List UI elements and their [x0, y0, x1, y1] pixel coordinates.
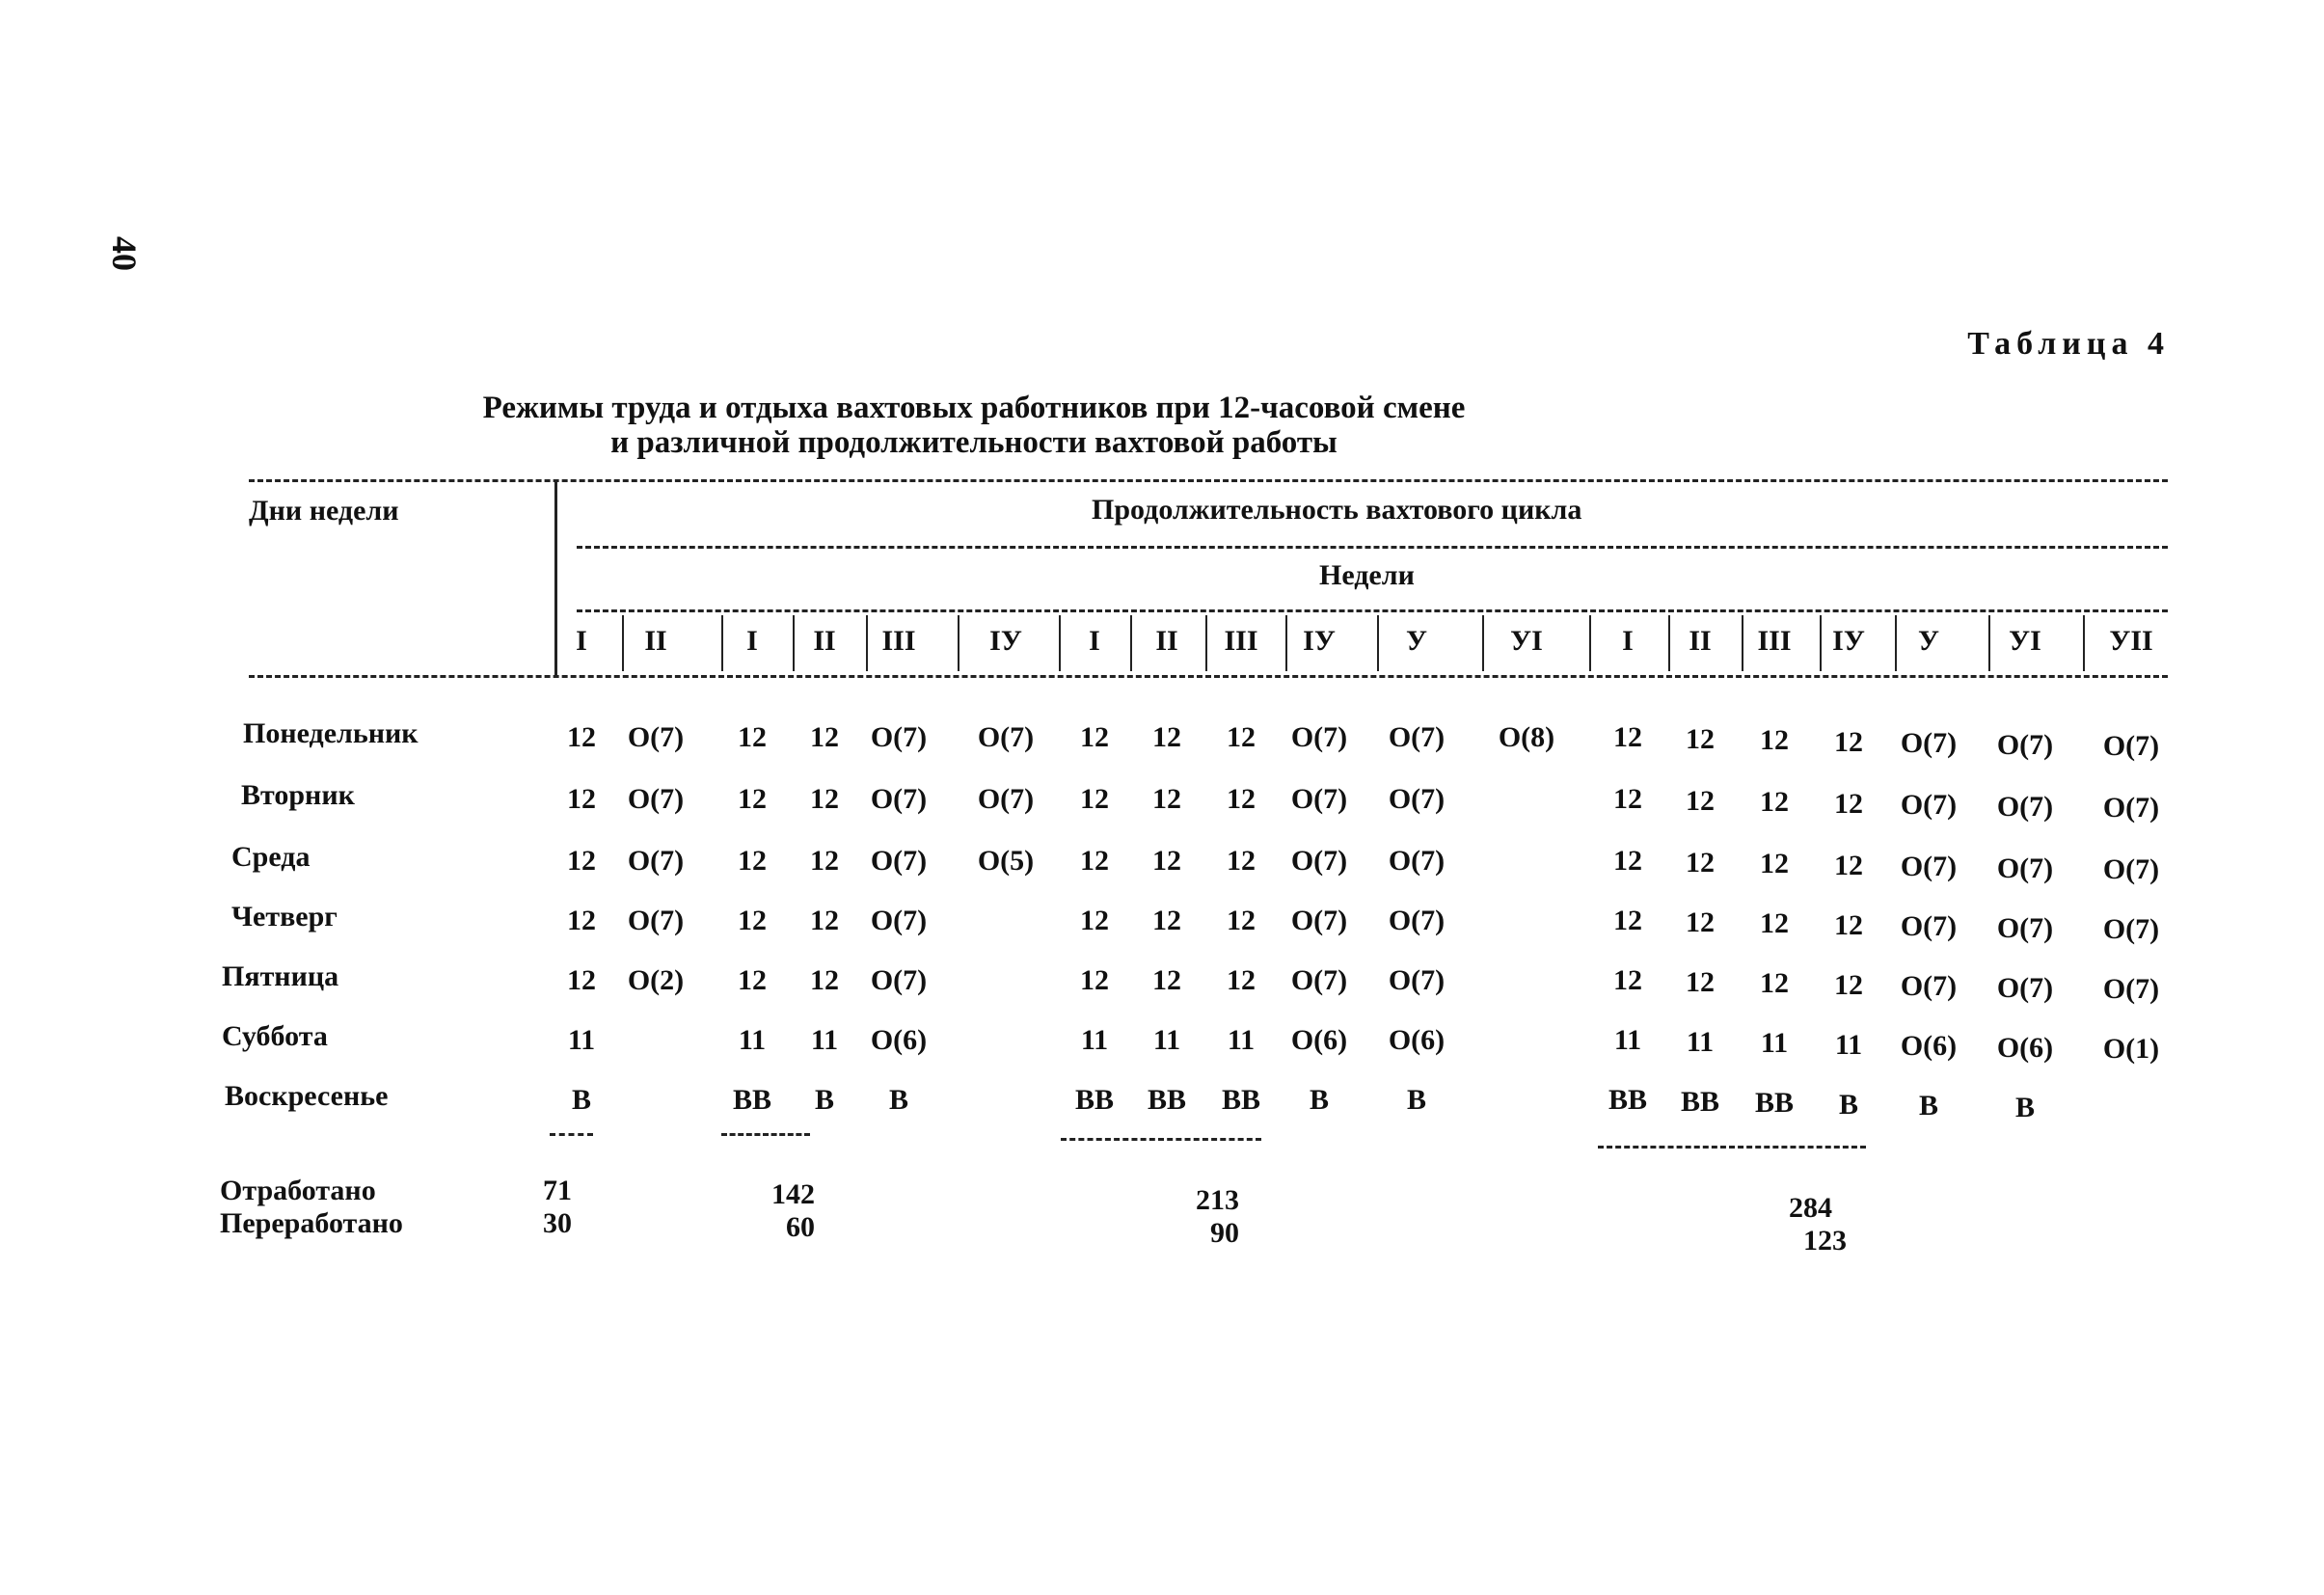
table-cell: О(7) [977, 783, 1035, 815]
table-cell: О(7) [870, 721, 928, 753]
overtime-total: 30 [543, 1207, 572, 1239]
table-cell: 12 [1613, 964, 1642, 996]
table-cell: О(7) [870, 845, 928, 877]
table-cell: В [2014, 1091, 2035, 1123]
table-cell: О(7) [977, 721, 1035, 753]
table-cell: О(7) [1290, 905, 1348, 936]
table-cell: 12 [738, 783, 767, 815]
table-cell: ВВ [1608, 1084, 1648, 1116]
week-label: I [1622, 625, 1634, 657]
table-cell: О(7) [870, 964, 928, 996]
table-cell: ВВ [1147, 1084, 1187, 1116]
table-cell: В [814, 1084, 834, 1116]
table-cell: 12 [1152, 905, 1181, 936]
table-cell: 12 [1227, 721, 1256, 753]
table-cell: О(7) [1290, 845, 1348, 877]
week-label: II [644, 625, 667, 657]
week-label: I [1089, 625, 1100, 657]
table-cell: О(7) [627, 905, 685, 936]
table-cell: О(7) [2102, 853, 2160, 885]
table-cell: 12 [567, 845, 596, 877]
table-cell: О(7) [1996, 852, 2054, 884]
week-separator [1742, 615, 1743, 671]
week-label: УI [2009, 625, 2041, 657]
table-cell: 12 [810, 964, 839, 996]
table-cell: 12 [1152, 783, 1181, 815]
table-cell: 11 [810, 1024, 839, 1056]
table-cell: 12 [567, 905, 596, 936]
week-separator [793, 615, 795, 671]
table-cell: О(7) [1900, 727, 1958, 759]
group-underline [1598, 1146, 1866, 1149]
week-label: III [1757, 625, 1792, 657]
table-cell: 12 [1152, 845, 1181, 877]
table-cell: О(7) [2102, 973, 2160, 1005]
title-line-1: Режимы труда и отдыха вахтовых работников при 12-часовой смене [482, 391, 1466, 425]
table-cell: О(6) [870, 1024, 928, 1056]
overtime-total: 90 [1210, 1217, 1239, 1249]
week-label: У [1405, 625, 1428, 657]
week-separator [1205, 615, 1207, 671]
day-label: Понедельник [243, 717, 419, 749]
table-cell: ВВ [1221, 1084, 1261, 1116]
week-separator [958, 615, 959, 671]
table-cell: 11 [1227, 1024, 1256, 1056]
table-cell: О(7) [2102, 913, 2160, 945]
table-cell: 12 [810, 905, 839, 936]
weeks-header: Недели [1319, 559, 1415, 591]
overtime-total: 60 [786, 1211, 815, 1243]
week-label: I [576, 625, 587, 657]
table-cell: ВВ [732, 1084, 772, 1116]
table-cell: 12 [810, 845, 839, 877]
table-cell: О(7) [1996, 728, 2054, 761]
table-title [0, 391, 1948, 460]
table-cell: О(7) [1900, 789, 1958, 821]
table-cell: О(7) [627, 845, 685, 877]
table-cell: 11 [567, 1024, 596, 1056]
table-cell: 11 [1834, 1028, 1863, 1061]
week-label: I [746, 625, 758, 657]
week-separator [721, 615, 723, 671]
table-cell: 12 [1834, 787, 1863, 820]
table-cell: 12 [1080, 783, 1109, 815]
week-label: III [881, 625, 916, 657]
table-cell: 12 [1613, 783, 1642, 815]
table-cell: 12 [1152, 721, 1181, 753]
table-cell: 12 [738, 721, 767, 753]
table-cell: О(7) [627, 783, 685, 815]
group-underline [721, 1133, 810, 1136]
table-cell: О(7) [1290, 721, 1348, 753]
table-cell: О(6) [1290, 1024, 1348, 1056]
table-cell: 12 [1080, 845, 1109, 877]
week-separator [1589, 615, 1591, 671]
table-cell: 12 [1686, 722, 1715, 755]
table-cell: В [1838, 1088, 1858, 1121]
week-separator [2083, 615, 2085, 671]
table-cell: О(7) [1388, 721, 1446, 753]
days-column-header: Дни недели [249, 495, 399, 527]
table-cell: О(7) [2102, 730, 2160, 762]
week-label: У [1917, 625, 1940, 657]
week-separator [1059, 615, 1061, 671]
table-cell: 12 [1613, 721, 1642, 753]
week-separator [1820, 615, 1822, 671]
week-separator [1895, 615, 1897, 671]
cycle-rule [577, 546, 2168, 549]
table-cell: В [1309, 1084, 1329, 1116]
table-cell: О(7) [1388, 964, 1446, 996]
week-label: III [1224, 625, 1258, 657]
table-cell: 12 [810, 783, 839, 815]
header-bottom-rule [249, 675, 2168, 678]
table-cell: 12 [1080, 964, 1109, 996]
cycle-header: Продолжительность вахтового цикла [1092, 494, 1582, 526]
week-separator [1668, 615, 1670, 671]
table-cell: О(6) [1996, 1031, 2054, 1064]
table-cell: О(2) [627, 964, 685, 996]
table-cell: 12 [1834, 908, 1863, 941]
week-separator [1482, 615, 1484, 671]
table-cell: 12 [1834, 725, 1863, 758]
day-label: Воскресенье [225, 1080, 389, 1112]
table-cell: О(7) [1900, 910, 1958, 942]
table-cell: 12 [1760, 724, 1789, 756]
table-cell: О(7) [870, 905, 928, 936]
table-cell: В [571, 1084, 591, 1116]
table-cell: 12 [1686, 906, 1715, 938]
table-cell: 12 [738, 905, 767, 936]
table-cell: ВВ [1680, 1085, 1720, 1118]
table-cell: 12 [810, 721, 839, 753]
table-cell: О(8) [1498, 721, 1555, 753]
group-underline [550, 1133, 593, 1136]
table-cell: 12 [1834, 849, 1863, 881]
table-cell: 12 [1227, 783, 1256, 815]
table-cell: 12 [1760, 907, 1789, 939]
table-cell: О(7) [1388, 783, 1446, 815]
title-line-2: и различной продолжительности вахтовой работы [610, 425, 1338, 460]
day-label: Вторник [241, 779, 355, 811]
table-cell: 12 [1834, 968, 1863, 1001]
table-cell: 12 [738, 964, 767, 996]
table-cell: 12 [567, 964, 596, 996]
table-cell: 12 [1152, 964, 1181, 996]
week-separator [1130, 615, 1132, 671]
table-cell: О(7) [2102, 792, 2160, 824]
table-cell: 11 [1080, 1024, 1109, 1056]
table-cell: О(7) [1996, 911, 2054, 944]
table-cell: О(7) [1900, 970, 1958, 1002]
overtime-total: 123 [1803, 1225, 1847, 1257]
table-cell: О(6) [1388, 1024, 1446, 1056]
table-cell: О(7) [1996, 790, 2054, 823]
worked-total: 142 [771, 1178, 815, 1210]
week-label: УI [1510, 625, 1543, 657]
table-cell: О(7) [1388, 905, 1446, 936]
table-cell: О(7) [1388, 845, 1446, 877]
table-cell: 11 [1760, 1027, 1789, 1059]
table-label: Таблица 4 [1967, 326, 2170, 362]
table-cell: 12 [1686, 784, 1715, 817]
table-cell: 12 [1227, 964, 1256, 996]
table-cell: 12 [1227, 845, 1256, 877]
week-separator [1377, 615, 1379, 671]
overtime-label: Переработано [220, 1207, 403, 1239]
week-label: IУ [989, 625, 1022, 657]
worked-total: 284 [1789, 1192, 1832, 1224]
group-underline [1061, 1138, 1261, 1141]
page-number: 40 [105, 236, 144, 271]
table-cell: О(7) [1290, 783, 1348, 815]
week-label: УII [2109, 625, 2153, 657]
table-cell: 12 [567, 721, 596, 753]
table-cell: О(7) [1900, 851, 1958, 882]
table-cell: О(5) [977, 845, 1035, 877]
week-label: IУ [1303, 625, 1336, 657]
worked-label: Отработано [220, 1175, 376, 1206]
table-cell: 12 [567, 783, 596, 815]
week-label: IУ [1832, 625, 1865, 657]
table-cell: В [888, 1084, 908, 1116]
week-label: II [1155, 625, 1178, 657]
table-cell: 11 [738, 1024, 767, 1056]
weeks-rule [577, 609, 2168, 612]
table-cell: 12 [1760, 848, 1789, 879]
table-cell: 12 [1686, 965, 1715, 998]
table-cell: О(7) [1996, 971, 2054, 1004]
table-cell: ВВ [1754, 1087, 1795, 1119]
table-cell: О(6) [1900, 1030, 1958, 1062]
day-label: Пятница [222, 960, 339, 992]
week-separator [866, 615, 868, 671]
week-label: II [1689, 625, 1712, 657]
table-cell: 12 [1080, 905, 1109, 936]
table-cell: 12 [1227, 905, 1256, 936]
table-cell: 11 [1686, 1025, 1715, 1058]
week-separator [1285, 615, 1287, 671]
table-cell: О(7) [1290, 964, 1348, 996]
table-cell: 11 [1613, 1024, 1642, 1056]
table-cell: 12 [1613, 905, 1642, 936]
table-cell: 12 [1686, 846, 1715, 879]
table-cell: 12 [1080, 721, 1109, 753]
table-cell: О(7) [870, 783, 928, 815]
table-cell: ВВ [1074, 1084, 1115, 1116]
table-cell: 11 [1152, 1024, 1181, 1056]
day-label: Среда [231, 841, 311, 873]
table-cell: О(7) [627, 721, 685, 753]
table-cell: В [1406, 1084, 1426, 1116]
table-cell: 12 [738, 845, 767, 877]
table-cell: 12 [1613, 845, 1642, 877]
header-top-rule [249, 479, 2168, 482]
week-separator [1988, 615, 1990, 671]
table-cell: 12 [1760, 967, 1789, 999]
worked-total: 213 [1196, 1184, 1239, 1216]
day-label: Суббота [222, 1020, 328, 1052]
table-cell: 12 [1760, 786, 1789, 818]
worked-total: 71 [543, 1175, 572, 1206]
table-cell: О(1) [2102, 1033, 2160, 1065]
day-label: Четверг [231, 901, 338, 933]
week-separator [622, 615, 624, 671]
week-label: II [813, 625, 836, 657]
table-cell: В [1918, 1090, 1938, 1122]
